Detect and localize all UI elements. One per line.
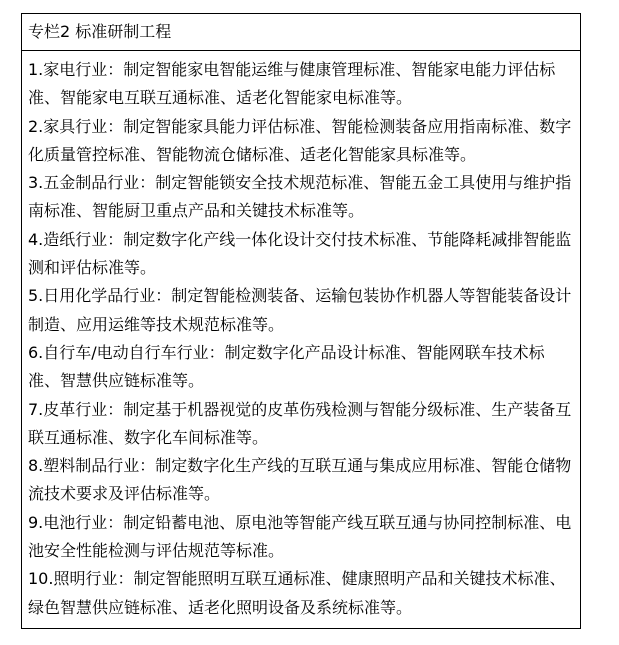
industry-item-7: 7.皮革行业：制定基于机器视觉的皮革伤残检测与智能分级标准、生产装备互联互通标准、数字化车间标准等。 bbox=[28, 399, 572, 447]
industry-item-10: 10.照明行业：制定智能照明互联互通标准、健康照明产品和关键技术标准、绿色智慧供应链标准、适老化照明设备及系统标准等。 bbox=[28, 569, 566, 617]
industry-item-5: 5.日用化学品行业：制定智能检测装备、运输包装协作机器人等智能装备设计制造、应用运维等技术规范标准等。 bbox=[28, 286, 572, 334]
industry-item-9: 9.电池行业：制定铅蓄电池、原电池等智能产线互联互通与协同控制标准、电池安全性能检测与评估规范等标准。 bbox=[28, 512, 572, 561]
industry-item-6: 6.自行车/电动自行车行业：制定数字化产品设计标准、智能网联车技术标准、智慧供应链标准等。 bbox=[28, 342, 545, 391]
special-column-box bbox=[21, 13, 581, 629]
box-title: 专栏2 标准研制工程 bbox=[22, 14, 580, 51]
industry-item-4: 4.造纸行业：制定数字化产线一体化设计交付技术标准、节能降耗减排智能监测和评估标准等。 bbox=[28, 229, 572, 278]
box-body bbox=[22, 51, 580, 628]
industry-item-1: 1.家电行业：制定智能家电智能运维与健康管理标准、智能家电能力评估标准、智能家电互联互通标准、适老化智能家电标准等。 bbox=[28, 60, 556, 108]
industry-item-8: 8.塑料制品行业：制定数字化生产线的互联互通与集成应用标准、智能仓储物流技术要求及评估标准等。 bbox=[28, 456, 572, 504]
industry-item-3: 3.五金制品行业：制定智能锁安全技术规范标准、智能五金工具使用与维护指南标准、智能厨卫重点产品和关键技术标准等。 bbox=[28, 173, 572, 221]
industry-item-2: 2.家具行业：制定智能家具能力评估标准、智能检测装备应用指南标准、数字化质量管控标准、智能物流仓储标准、适老化智能家具标准等。 bbox=[28, 116, 572, 164]
